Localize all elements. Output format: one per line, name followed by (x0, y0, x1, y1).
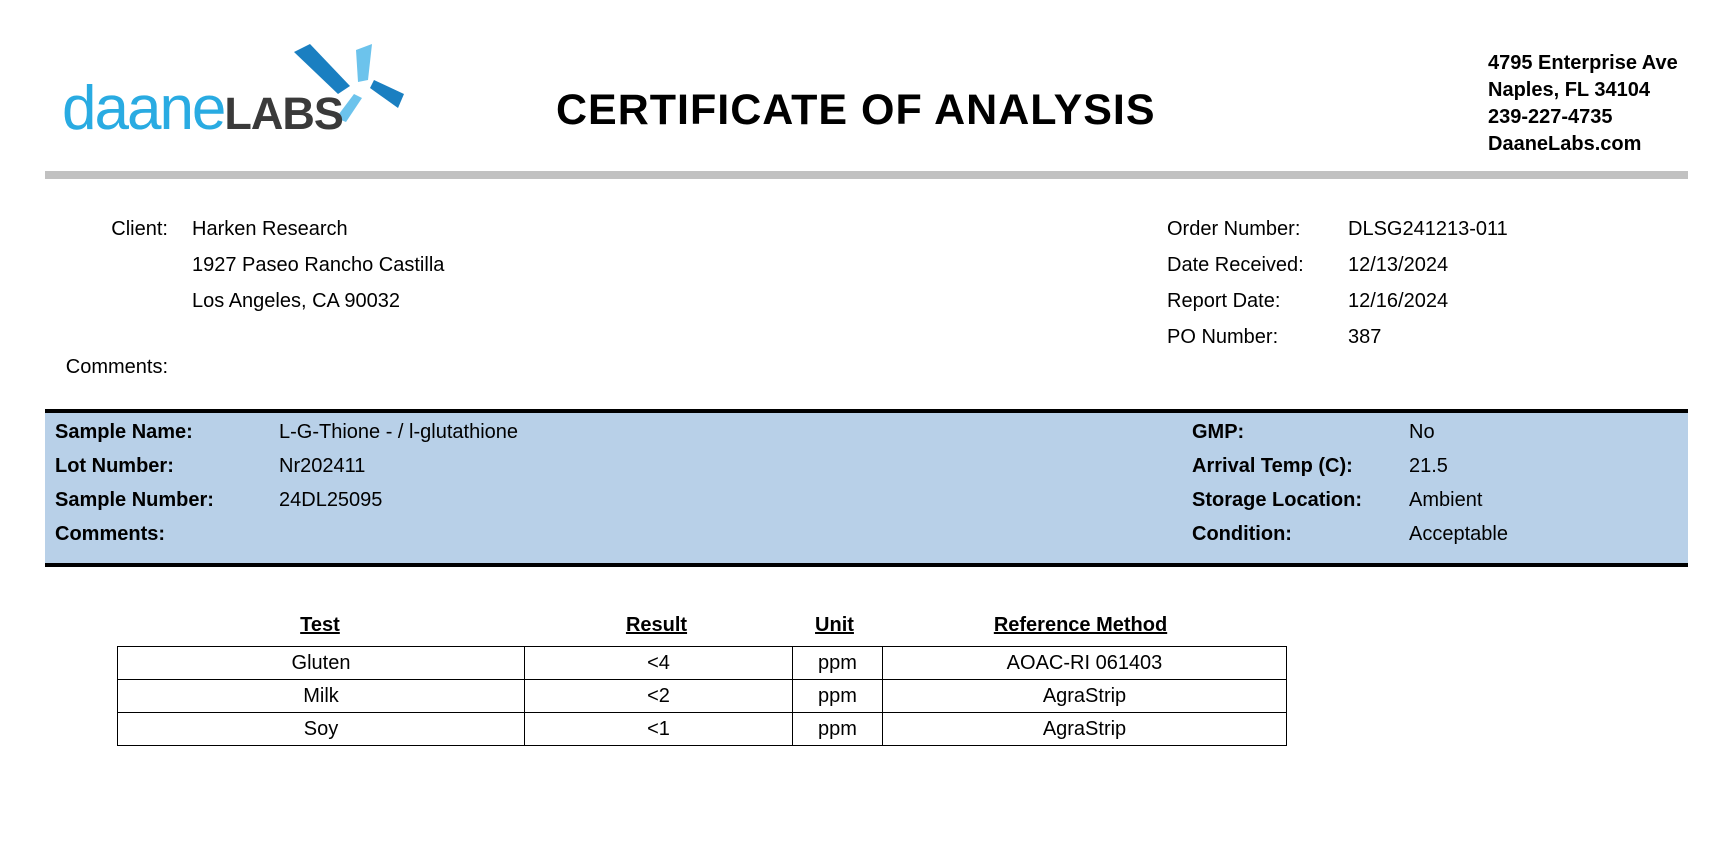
company-address (1488, 50, 1678, 158)
lot-number-value: Nr202411 (279, 455, 366, 477)
cell-test: Soy (118, 713, 525, 746)
condition-label: Condition: (1192, 523, 1292, 545)
results-table (117, 646, 1287, 746)
header-reference-method: Reference Method (993, 614, 1168, 636)
cell-method: AgraStrip (883, 680, 1287, 713)
header-divider (45, 171, 1688, 179)
table-row (118, 680, 1287, 713)
client-address-line1: 1927 Paseo Rancho Castilla (192, 254, 445, 276)
gmp-value: No (1409, 421, 1435, 443)
order-number-label: Order Number: (1167, 218, 1301, 240)
sample-name-value: L-G-Thione - / l-glutathione (279, 421, 519, 443)
cell-unit: ppm (793, 713, 883, 746)
cell-test: Milk (118, 680, 525, 713)
arrival-temp-label: Arrival Temp (C): (1192, 455, 1353, 477)
client-label: Client: (111, 218, 168, 240)
header-test: Test (300, 614, 340, 636)
order-number-value: DLSG241213-011 (1348, 218, 1508, 240)
client-name: Harken Research (192, 218, 348, 240)
header-unit: Unit (815, 614, 854, 636)
table-row (118, 647, 1287, 680)
client-comments-label: Comments: (65, 356, 168, 378)
gmp-label: GMP: (1192, 421, 1245, 443)
cell-result: <1 (525, 713, 793, 746)
sample-comments-label: Comments: (55, 523, 166, 545)
table-row (118, 713, 1287, 746)
arrival-temp-value: 21.5 (1409, 455, 1448, 477)
po-number-value: 387 (1348, 326, 1382, 348)
storage-location-label: Storage Location: (1192, 489, 1363, 511)
condition-value: Acceptable (1409, 523, 1508, 545)
cell-result: <4 (525, 647, 793, 680)
address-website: DaaneLabs.com (1488, 133, 1642, 155)
logo-wordmark-daane: daane (62, 74, 225, 143)
client-address-line2: Los Angeles, CA 90032 (192, 290, 400, 312)
sample-number-label: Sample Number: (55, 489, 214, 511)
company-logo (62, 44, 402, 144)
sample-name-label: Sample Name: (55, 421, 193, 443)
address-phone: 239-227-4735 (1488, 106, 1613, 128)
header-result: Result (625, 614, 688, 636)
report-date-value: 12/16/2024 (1348, 290, 1449, 312)
cell-result: <2 (525, 680, 793, 713)
address-city: Naples, FL 34104 (1488, 79, 1650, 101)
sample-number-value: 24DL25095 (279, 489, 383, 511)
logo-wordmark-labs: LABS (224, 88, 343, 139)
cell-method: AgraStrip (883, 713, 1287, 746)
cell-unit: ppm (793, 680, 883, 713)
po-number-label: PO Number: (1167, 326, 1279, 348)
date-received-label: Date Received: (1167, 254, 1304, 276)
cell-unit: ppm (793, 647, 883, 680)
address-street: 4795 Enterprise Ave (1488, 52, 1678, 74)
sample-info-band (45, 409, 1688, 567)
page-title: CERTIFICATE OF ANALYSIS (556, 86, 1156, 134)
report-date-label: Report Date: (1167, 290, 1281, 312)
cell-method: AOAC-RI 061403 (883, 647, 1287, 680)
storage-location-value: Ambient (1409, 489, 1483, 511)
date-received-value: 12/13/2024 (1348, 254, 1449, 276)
lot-number-label: Lot Number: (55, 455, 174, 477)
cell-test: Gluten (118, 647, 525, 680)
